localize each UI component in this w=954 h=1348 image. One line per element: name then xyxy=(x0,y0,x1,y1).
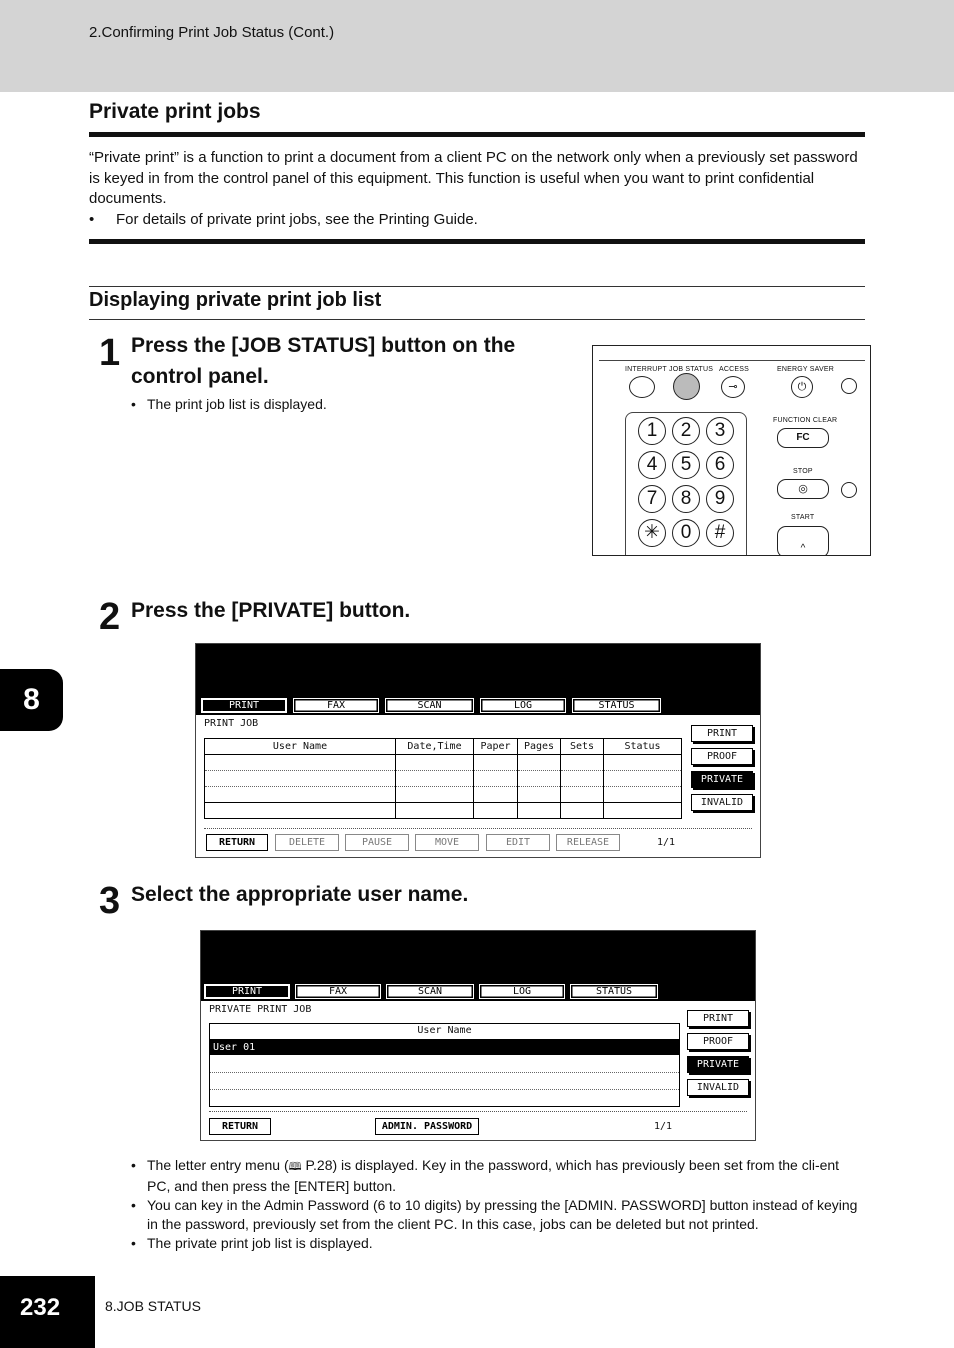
key-5[interactable]: 5 xyxy=(672,451,700,479)
private-print-job-screen xyxy=(200,930,756,1141)
tab-print[interactable]: PRINT xyxy=(204,984,290,999)
tab-scan[interactable]: SCAN xyxy=(386,984,474,999)
note-list-displayed: • The private print job list is displayed. xyxy=(131,1234,865,1253)
tab-status[interactable]: STATUS xyxy=(572,698,661,713)
step-2-number: 2 xyxy=(99,596,121,638)
step-1-number: 1 xyxy=(99,332,121,374)
tab-fax[interactable]: FAX xyxy=(295,984,381,999)
key-9[interactable]: 9 xyxy=(706,485,734,513)
col-status: Status xyxy=(604,739,682,755)
page-number: 232 xyxy=(20,1294,61,1321)
header-band xyxy=(0,0,954,92)
page-indicator: 1/1 xyxy=(657,837,676,848)
subsection-title: Displaying private print job list xyxy=(89,289,382,311)
subsection-top-rule xyxy=(89,286,865,287)
delete-button[interactable]: DELETE xyxy=(275,834,339,851)
job-status-screen-print xyxy=(195,643,761,858)
table-row[interactable] xyxy=(205,803,682,819)
table-row[interactable] xyxy=(205,755,682,771)
access-label: ACCESS xyxy=(719,366,749,373)
private-button[interactable]: PRIVATE xyxy=(691,771,753,788)
energy-saver-label: ENERGY SAVER xyxy=(777,366,834,373)
table-header-row xyxy=(205,739,682,755)
tab-status[interactable]: STATUS xyxy=(570,984,658,999)
release-button[interactable]: RELEASE xyxy=(556,834,620,851)
key-4[interactable]: 4 xyxy=(638,451,666,479)
page-number-box xyxy=(0,1276,95,1348)
table-row[interactable] xyxy=(205,771,682,787)
step-3-notes xyxy=(131,1156,865,1253)
step-1-title xyxy=(131,330,515,392)
key-hash[interactable]: # xyxy=(706,519,734,547)
tab-fax[interactable]: FAX xyxy=(293,698,379,713)
intro-text: “Private print” is a function to print a document from a client PC on the network only when a previously set password is keyed in from the control panel of this equipment. This function is useful when you want to print confidential documents. xyxy=(89,149,858,207)
function-clear-button[interactable]: FC xyxy=(777,428,829,448)
edit-button[interactable]: EDIT xyxy=(486,834,550,851)
stop-label: STOP xyxy=(793,468,813,475)
key-0[interactable]: 0 xyxy=(672,519,700,547)
tab-print[interactable]: PRINT xyxy=(201,698,287,713)
col-paper: Paper xyxy=(474,739,518,755)
print-button[interactable]: PRINT xyxy=(687,1010,749,1027)
admin-password-button[interactable]: ADMIN. PASSWORD xyxy=(375,1118,479,1135)
private-button[interactable]: PRIVATE xyxy=(687,1056,749,1073)
stop-indicator-icon xyxy=(841,482,857,498)
return-button[interactable]: RETURN xyxy=(206,834,268,851)
key-asterisk[interactable]: ✳ xyxy=(638,519,666,547)
print-job-heading: PRINT JOB xyxy=(204,718,259,729)
access-button[interactable]: ⊸ xyxy=(721,376,745,398)
page-indicator: 1/1 xyxy=(654,1121,673,1132)
control-panel-illustration xyxy=(592,345,871,556)
intro-bottom-rule xyxy=(89,239,865,244)
interrupt-button[interactable] xyxy=(629,376,655,398)
intro-bullet: • For details of private print jobs, see the Printing Guide. xyxy=(89,210,865,231)
function-clear-label: FUNCTION CLEAR xyxy=(773,417,838,424)
note-1-pre: The letter entry menu ( xyxy=(147,1157,289,1173)
key-2[interactable]: 2 xyxy=(672,417,700,445)
step-1-title-line2: control panel. xyxy=(131,365,269,388)
key-7[interactable]: 7 xyxy=(638,485,666,513)
invalid-button[interactable]: INVALID xyxy=(687,1079,749,1096)
print-job-table xyxy=(204,738,682,819)
tab-scan[interactable]: SCAN xyxy=(385,698,474,713)
chapter-tab: 8 xyxy=(0,669,63,731)
list-item[interactable] xyxy=(210,1072,679,1073)
note-letter-entry xyxy=(131,1156,865,1196)
job-status-label: JOB STATUS xyxy=(669,366,714,373)
step-1-note xyxy=(131,395,327,414)
energy-saver-button[interactable]: ⏻ xyxy=(791,376,813,398)
print-button[interactable]: PRINT xyxy=(691,725,753,742)
step-1-note-text: • The print job list is displayed. xyxy=(131,395,327,414)
invalid-button[interactable]: INVALID xyxy=(691,794,753,811)
table-row[interactable] xyxy=(205,787,682,803)
list-item[interactable] xyxy=(210,1089,679,1090)
book-icon: 🕮 xyxy=(288,1161,302,1173)
step-1-title-line1: Press the [JOB STATUS] button on the xyxy=(131,334,516,357)
step-3-title: Select the appropriate user name. xyxy=(131,883,469,906)
energy-saver-indicator-icon xyxy=(841,378,857,394)
start-button[interactable]: ^ xyxy=(777,526,829,556)
key-6[interactable]: 6 xyxy=(706,451,734,479)
list-item-selected[interactable] xyxy=(210,1040,679,1055)
pause-button[interactable]: PAUSE xyxy=(345,834,409,851)
breadcrumb: 2.Confirming Print Job Status (Cont.) xyxy=(89,24,335,41)
key-3[interactable]: 3 xyxy=(706,417,734,445)
col-user-name: User Name xyxy=(205,739,396,755)
key-8[interactable]: 8 xyxy=(672,485,700,513)
footer-chapter: 8.JOB STATUS xyxy=(105,1298,201,1314)
job-status-button[interactable] xyxy=(673,373,700,400)
note-admin-password: • You can key in the Admin Password (6 to 10 digits) by pressing the [ADMIN. PASSWORD] button instead of keying in the password, previously set from the client PC. In this case, jobs can be deleted but not printed. xyxy=(131,1196,865,1234)
tab-log[interactable]: LOG xyxy=(480,698,566,713)
interrupt-label: INTERRUPT xyxy=(625,366,667,373)
subsection-bottom-rule xyxy=(89,319,865,320)
note-1-post: P.28) is displayed. Key in the password, which has previously been set from the cli-ent PC, and then press the [ENTER] button. xyxy=(147,1157,840,1194)
step-3-number: 3 xyxy=(99,880,121,922)
private-print-job-heading: PRIVATE PRINT JOB xyxy=(209,1004,312,1015)
col-date-time: Date,Time xyxy=(396,739,474,755)
col-sets: Sets xyxy=(561,739,604,755)
selected-user-name: User 01 xyxy=(213,1042,256,1053)
proof-button[interactable]: PROOF xyxy=(691,748,753,765)
user-name-header: User Name xyxy=(417,1025,472,1036)
intro-block xyxy=(89,148,865,230)
tab-log[interactable]: LOG xyxy=(479,984,565,999)
step-2-title: Press the [PRIVATE] button. xyxy=(131,599,411,622)
user-name-list xyxy=(209,1023,680,1107)
section-title: Private print jobs xyxy=(89,100,261,123)
stop-button[interactable]: ◎ xyxy=(777,479,829,499)
proof-button[interactable]: PROOF xyxy=(687,1033,749,1050)
col-pages: Pages xyxy=(518,739,561,755)
title-rule xyxy=(89,132,865,137)
move-button[interactable]: MOVE xyxy=(415,834,479,851)
start-label: START xyxy=(791,514,815,521)
return-button[interactable]: RETURN xyxy=(209,1118,271,1135)
key-1[interactable]: 1 xyxy=(638,417,666,445)
